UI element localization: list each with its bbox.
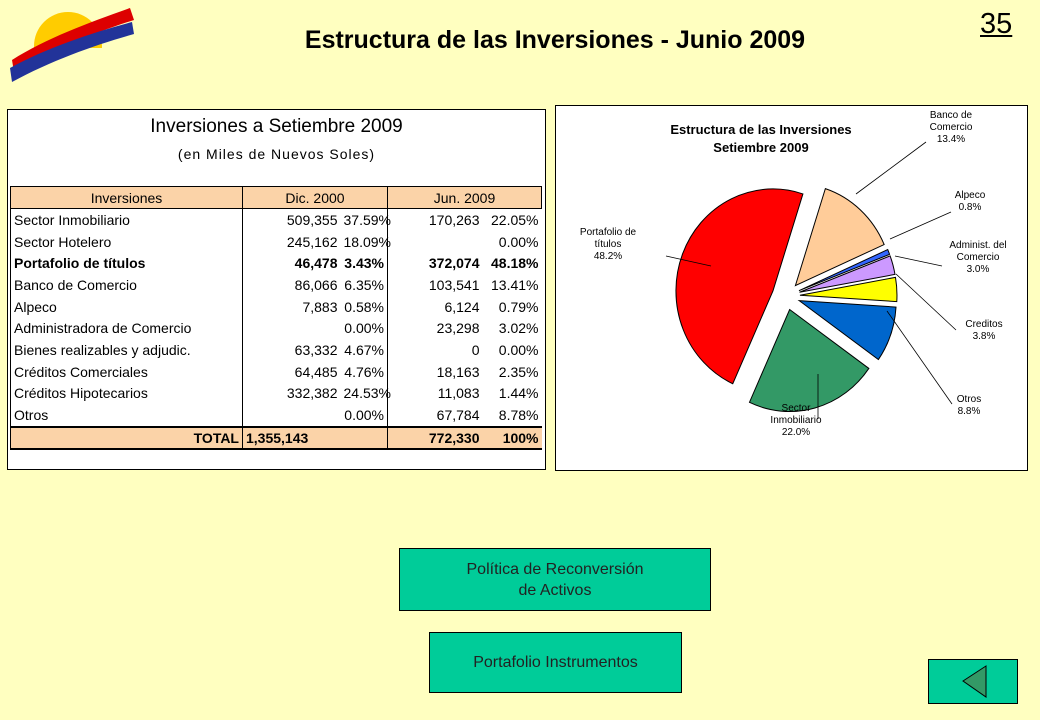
- dic-2000-percent: 0.00%: [344, 320, 384, 337]
- dic-2000-percent: 24.53%: [343, 385, 391, 402]
- row-label: Portafolio de títulos: [11, 252, 243, 274]
- jun-2009-percent: 22.05%: [491, 211, 539, 228]
- total-row: [11, 427, 542, 449]
- row-label: Administradora de Comercio: [11, 317, 243, 339]
- jun-2009-value: 11,083: [388, 383, 483, 405]
- jun-2009-value: 372,074: [388, 252, 483, 274]
- row-label: Otros: [11, 404, 243, 427]
- row-label: Bienes realizables y adjudic.: [11, 339, 243, 361]
- pie-label: Alpeco 0.8%: [954, 190, 986, 213]
- jun-2009-percent: 2.35%: [498, 363, 539, 380]
- dic-2000-value: 332,382: [243, 383, 341, 405]
- back-button[interactable]: [928, 659, 1018, 704]
- row-label: Créditos Hipotecarios: [11, 383, 243, 405]
- jun-2009-percent: 3.02%: [498, 320, 539, 337]
- total-label: TOTAL: [11, 427, 243, 449]
- column-header-dic-2000: Dic. 2000: [243, 187, 388, 209]
- dic-2000-value: 86,066: [243, 274, 341, 296]
- dic-2000-value: [243, 404, 341, 427]
- dic-2000-percent: 0.58%: [344, 298, 384, 315]
- column-header-inversiones: Inversiones: [11, 187, 243, 209]
- leader-line: [856, 142, 926, 194]
- table-row: [11, 404, 542, 427]
- dic-2000-percent: 6.35%: [344, 276, 384, 293]
- dic-2000-value: 7,883: [243, 296, 341, 318]
- jun-2009-value: 23,298: [388, 317, 483, 339]
- dic-2000-percent: 4.76%: [344, 363, 384, 380]
- table-row: [11, 296, 542, 318]
- dic-2000-percent: 37.59%: [343, 211, 391, 228]
- table-subtitle: (en Miles de Nuevos Soles): [177, 146, 376, 162]
- table-row: [11, 231, 542, 253]
- jun-2009-percent: 0.00%: [498, 341, 539, 358]
- table-row: [11, 317, 542, 339]
- pie-label: Sector Inmobiliario 22.0%: [770, 403, 822, 438]
- pie-label: Banco de Comercio 13.4%: [929, 110, 973, 145]
- jun-2009-value: 0: [388, 339, 483, 361]
- jun-2009-percent: 1.44%: [498, 385, 539, 402]
- jun-2009-percent: 48.18%: [491, 255, 539, 272]
- jun-2009-value: 18,163: [388, 361, 483, 383]
- jun-2009-value: 67,784: [388, 404, 483, 427]
- jun-2009-value: [388, 231, 483, 253]
- dic-2000-percent: 3.43%: [344, 255, 384, 272]
- page-number: 35: [980, 8, 1013, 40]
- table-title: Inversiones a Setiembre 2009: [150, 116, 403, 137]
- row-label: Alpeco: [11, 296, 243, 318]
- leader-line: [887, 311, 952, 404]
- reconversion-policy-button[interactable]: [399, 548, 711, 611]
- jun-2009-percent: 13.41%: [491, 276, 539, 293]
- leader-line: [890, 212, 951, 239]
- dic-2000-value: 46,478: [243, 252, 341, 274]
- jun-2009-value: 6,124: [388, 296, 483, 318]
- jun-2009-value: 103,541: [388, 274, 483, 296]
- dic-2000-value: 245,162: [243, 231, 341, 253]
- column-header-jun-2009: Jun. 2009: [388, 187, 542, 209]
- table-row: [11, 383, 542, 405]
- leader-line: [895, 256, 942, 266]
- row-label: Banco de Comercio: [11, 274, 243, 296]
- chart-title-line-1: Estructura de las Inversiones: [670, 122, 852, 137]
- pie-chart-panel: [555, 105, 1028, 471]
- pie-chart: [556, 106, 1027, 470]
- table-row: [11, 361, 542, 383]
- pie-label: Creditos 3.8%: [965, 319, 1003, 342]
- dic-2000-percent: 18.09%: [343, 233, 391, 250]
- dic-2000-value: 63,332: [243, 339, 341, 361]
- jun-2009-percent: 0.79%: [498, 298, 539, 315]
- table-row: [11, 339, 542, 361]
- pie-label: Portafolio de títulos 48.2%: [579, 227, 637, 262]
- pie-label: Otros 8.8%: [956, 394, 982, 417]
- row-label: Créditos Comerciales: [11, 361, 243, 383]
- jun-2009-value: 170,263: [388, 209, 483, 231]
- total-dic-2000-value: 1,355,143: [243, 427, 341, 449]
- total-jun-2009-percent: 100%: [483, 427, 542, 449]
- total-dic-2000-percent: [341, 427, 388, 449]
- portfolio-instruments-label: Portafolio Instrumentos: [473, 654, 638, 671]
- row-label: Sector Inmobiliario: [11, 209, 243, 231]
- jun-2009-percent: 0.00%: [498, 233, 539, 250]
- table-row: [11, 209, 542, 231]
- dic-2000-value: 64,485: [243, 361, 341, 383]
- chart-title-line-2: Setiembre 2009: [713, 140, 809, 155]
- dic-2000-value: [243, 317, 341, 339]
- table-row: [11, 274, 542, 296]
- portfolio-instruments-button[interactable]: [429, 632, 682, 693]
- page-title: Estructura de las Inversiones - Junio 2009: [304, 26, 806, 54]
- table-row: [11, 252, 542, 274]
- row-label: Sector Hotelero: [11, 231, 243, 253]
- dic-2000-percent: 0.00%: [344, 407, 384, 424]
- dic-2000-value: 509,355: [243, 209, 341, 231]
- dic-2000-percent: 4.67%: [344, 341, 384, 358]
- pie-label: Administ. del Comercio 3.0%: [949, 240, 1007, 275]
- total-jun-2009-value: 772,330: [388, 427, 483, 449]
- back-arrow-icon: [929, 660, 1017, 703]
- investments-table-panel: [7, 109, 546, 470]
- jun-2009-percent: 8.78%: [498, 407, 539, 424]
- investments-table: [10, 186, 542, 450]
- leader-line: [896, 274, 956, 330]
- reconversion-policy-label: Política de Reconversión de Activos: [466, 560, 644, 599]
